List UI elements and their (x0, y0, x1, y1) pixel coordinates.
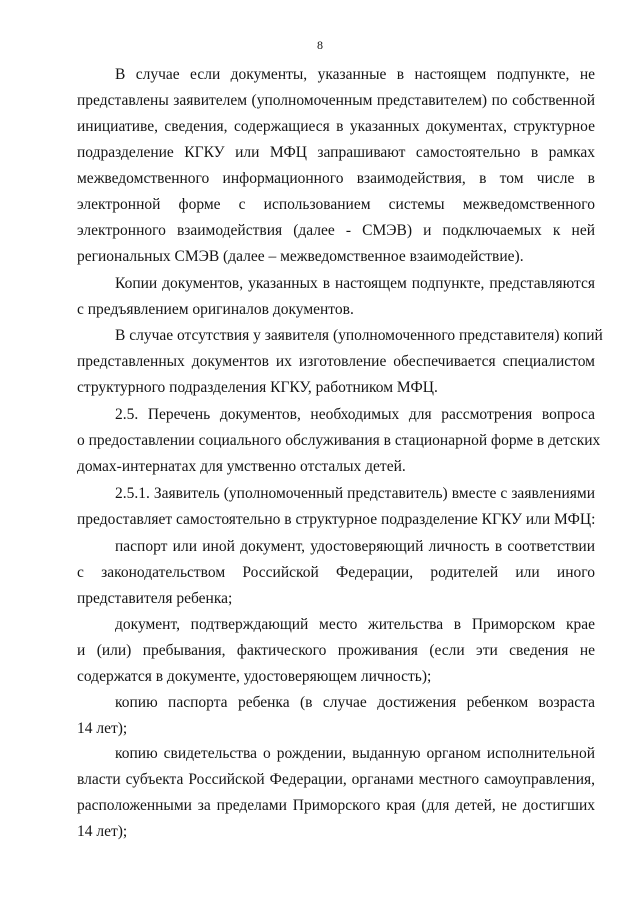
text-line: региональных СМЭВ (далее – межведомственное взаимодействие). (77, 248, 524, 265)
list-item-residence-document (77, 612, 595, 690)
text-line: 2.5. Перечень документов, необходимых для рассмотрения вопроса (115, 406, 595, 423)
text-line: представителя ребенка; (77, 590, 233, 607)
text-line: электронной форме с использованием системы межведомственного (77, 196, 595, 213)
text-line: подразделение КГКУ или МФЦ запрашивают самостоятельно в рамках (77, 144, 595, 161)
text-line: предоставляет самостоятельно в структурное подразделение КГКУ или МФЦ: (77, 511, 596, 528)
paragraph-copies (77, 271, 595, 323)
text-line: копию паспорта ребенка (в случае достижения ребенком возраста (115, 694, 595, 711)
text-line: инициативе, сведения, содержащиеся в указанных документах, структурное (77, 118, 595, 135)
text-line: и (или) пребывания, фактического проживания (если эти сведения не (77, 642, 595, 659)
text-line: расположенными за пределами Приморского края (для детей, не достигших (77, 797, 595, 814)
text-line: 14 лет); (77, 823, 128, 840)
text-line: о предоставлении социального обслуживания в стационарной форме в детских (77, 432, 601, 449)
text-line: межведомственного информационного взаимодействия, в том числе в (77, 170, 595, 187)
text-line: домах-интернатах для умственно отсталых детей. (77, 458, 406, 475)
list-item-passport (77, 534, 595, 612)
text-line: с законодательством Российской Федерации, родителей или иного (77, 564, 595, 581)
paragraph-requested-documents (77, 62, 595, 270)
text-line: представленных документов их изготовление обеспечивается специалистом (77, 353, 595, 370)
text-line: власти субъекта Российской Федерации, органами местного самоуправления, (77, 771, 595, 788)
text-line: документ, подтверждающий место жительства в Приморском крае (115, 616, 595, 633)
text-line: содержатся в документе, удостоверяющем личность); (77, 668, 432, 685)
text-line: паспорт или иной документ, удостоверяющий личность в соответствии (115, 538, 595, 555)
text-line: 2.5.1. Заявитель (уполномоченный представитель) вместе с заявлениями (115, 485, 595, 502)
text-line: В случае если документы, указанные в настоящем подпункте, не (115, 66, 595, 83)
text-line: представлены заявителем (уполномоченным представителем) по собственной (77, 92, 595, 109)
list-item-birth-certificate (77, 741, 595, 845)
text-line: копию свидетельства о рождении, выданную органом исполнительной (115, 745, 595, 762)
text-line: Копии документов, указанных в настоящем подпункте, представляются (115, 275, 595, 292)
text-line: структурного подразделения КГКУ, работником МФЦ. (77, 379, 438, 396)
page-number: 8 (317, 38, 323, 52)
paragraph-absence-of-copies (77, 323, 603, 401)
list-item-child-passport (77, 690, 595, 742)
text-line: В случае отсутствия у заявителя (уполномоченного представителя) копий (115, 327, 603, 344)
text-line: 14 лет); (77, 720, 128, 737)
text-line: с предъявлением оригиналов документов. (77, 301, 354, 318)
paragraph-section-2-5 (77, 402, 601, 480)
text-line: электронного взаимодействия (далее - СМЭВ) и подключаемых к ней (77, 222, 595, 239)
paragraph-section-2-5-1 (77, 481, 595, 533)
